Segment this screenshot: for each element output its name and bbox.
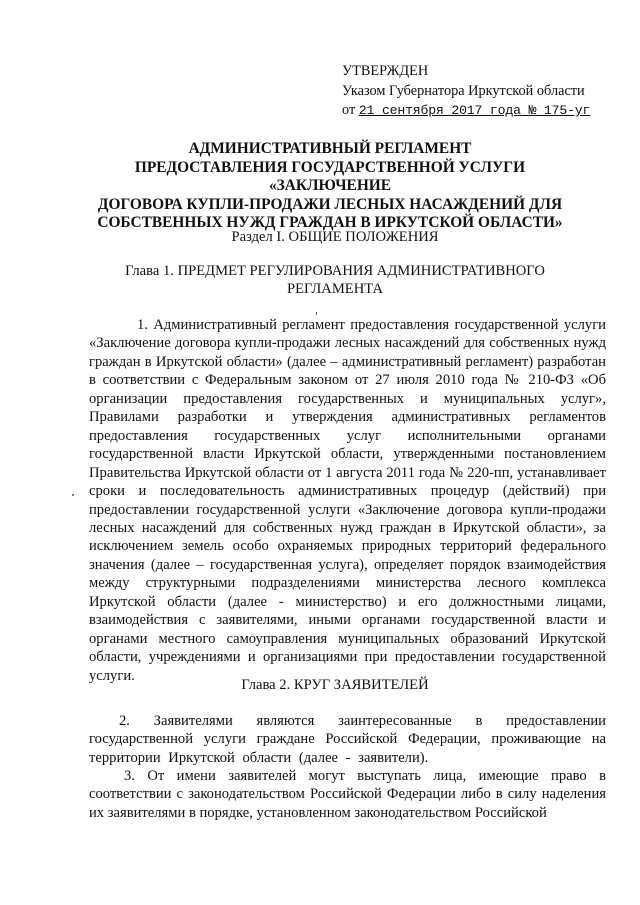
paragraph-3: 3. От имени заявителей могут выступать лица, имеющие право в соответствии с законодательством Российской Федерации либо в силу наделения их заявителями в порядке, установленном законодательством Российской	[89, 768, 606, 821]
title-line-4: СОБСТВЕННЫХ НУЖД ГРАЖДАН В ИРКУТСКОЙ ОБЛАСТИ»	[97, 214, 563, 231]
paragraph-2: 2. Заявителями являются заинтересованные в предоставлении государственной услуги граждане Российской Федерации, проживающие на территории Иркутской области (далее - заявители).	[89, 713, 606, 766]
approval-date-line	[342, 101, 632, 121]
chapter-1-heading	[80, 262, 590, 298]
approval-stamp	[342, 62, 632, 121]
chapter-1-heading-line-2: РЕГЛАМЕНТА	[287, 281, 383, 297]
approval-label: УТВЕРЖДЕН	[342, 63, 429, 79]
section-heading: Раздел I. ОБЩИЕ ПОЛОЖЕНИЯ	[231, 229, 439, 245]
title-line-2: ПРЕДОСТАВЛЕНИЯ ГОСУДАРСТВЕННОЙ УСЛУГИ «ЗАКЛЮЧЕНИЕ	[134, 158, 526, 194]
chapter-1-heading-line-1: Глава 1. ПРЕДМЕТ РЕГУЛИРОВАНИЯ АДМИНИСТРАТИВНОГО	[125, 263, 545, 279]
approval-date-prefix: от	[342, 102, 356, 118]
document-title	[80, 140, 580, 233]
approval-authority: Указом Губернатора Иркутской области	[342, 82, 585, 99]
scan-speck	[316, 312, 317, 315]
title-line-1: АДМИНИСТРАТИВНЫЙ РЕГЛАМЕНТ	[188, 140, 472, 157]
approval-date-number: 21 сентября 2017 года № 175-уг	[358, 103, 591, 118]
scan-speck	[72, 494, 74, 496]
chapter-2-heading: Глава 2. КРУГ ЗАЯВИТЕЛЕЙ	[241, 677, 429, 693]
paragraph-1: 1. Административный регламент предоставления государственной услуги «Заключение договора купли-продажи лесных насаждений для собственных нужд граждан в Иркутской области» (далее – административный регламент) разработан в соответствии с Федеральным законом от 27 июля 2010 года № 210-ФЗ «Об организации предоставления государственных и муниципальных услуг», Правилами разработки и утверждения административных регламентов предоставления государственных услуг исполнительными органами государственной власти Иркутской области, утвержденными постановлением Правительства Иркутской области от 1 августа 2011 года № 220-пп, устанавливает сроки и последовательность административных процедур (действий) при предоставлении государственной услуги «Заключение договора купли-продажи лесных насаждений для собственных нужд граждан в Иркутской области», за исключением земель особо охраняемых природных территорий федерального значения (далее – государственная услуга), определяет порядок взаимодействия между структурными подразделениями министерства лесного комплекса Иркутской области (далее - министерство) и его должностными лицами, взаимодействия с заявителями, иными органами государственной власти и органами местного самоуправления муниципальных образований Иркутской области, учреждениями и организациями при предоставлении государственной услуги.	[89, 317, 606, 684]
title-line-3: ДОГОВОРА КУПЛИ-ПРОДАЖИ ЛЕСНЫХ НАСАЖДЕНИЙ ДЛЯ	[97, 195, 563, 213]
